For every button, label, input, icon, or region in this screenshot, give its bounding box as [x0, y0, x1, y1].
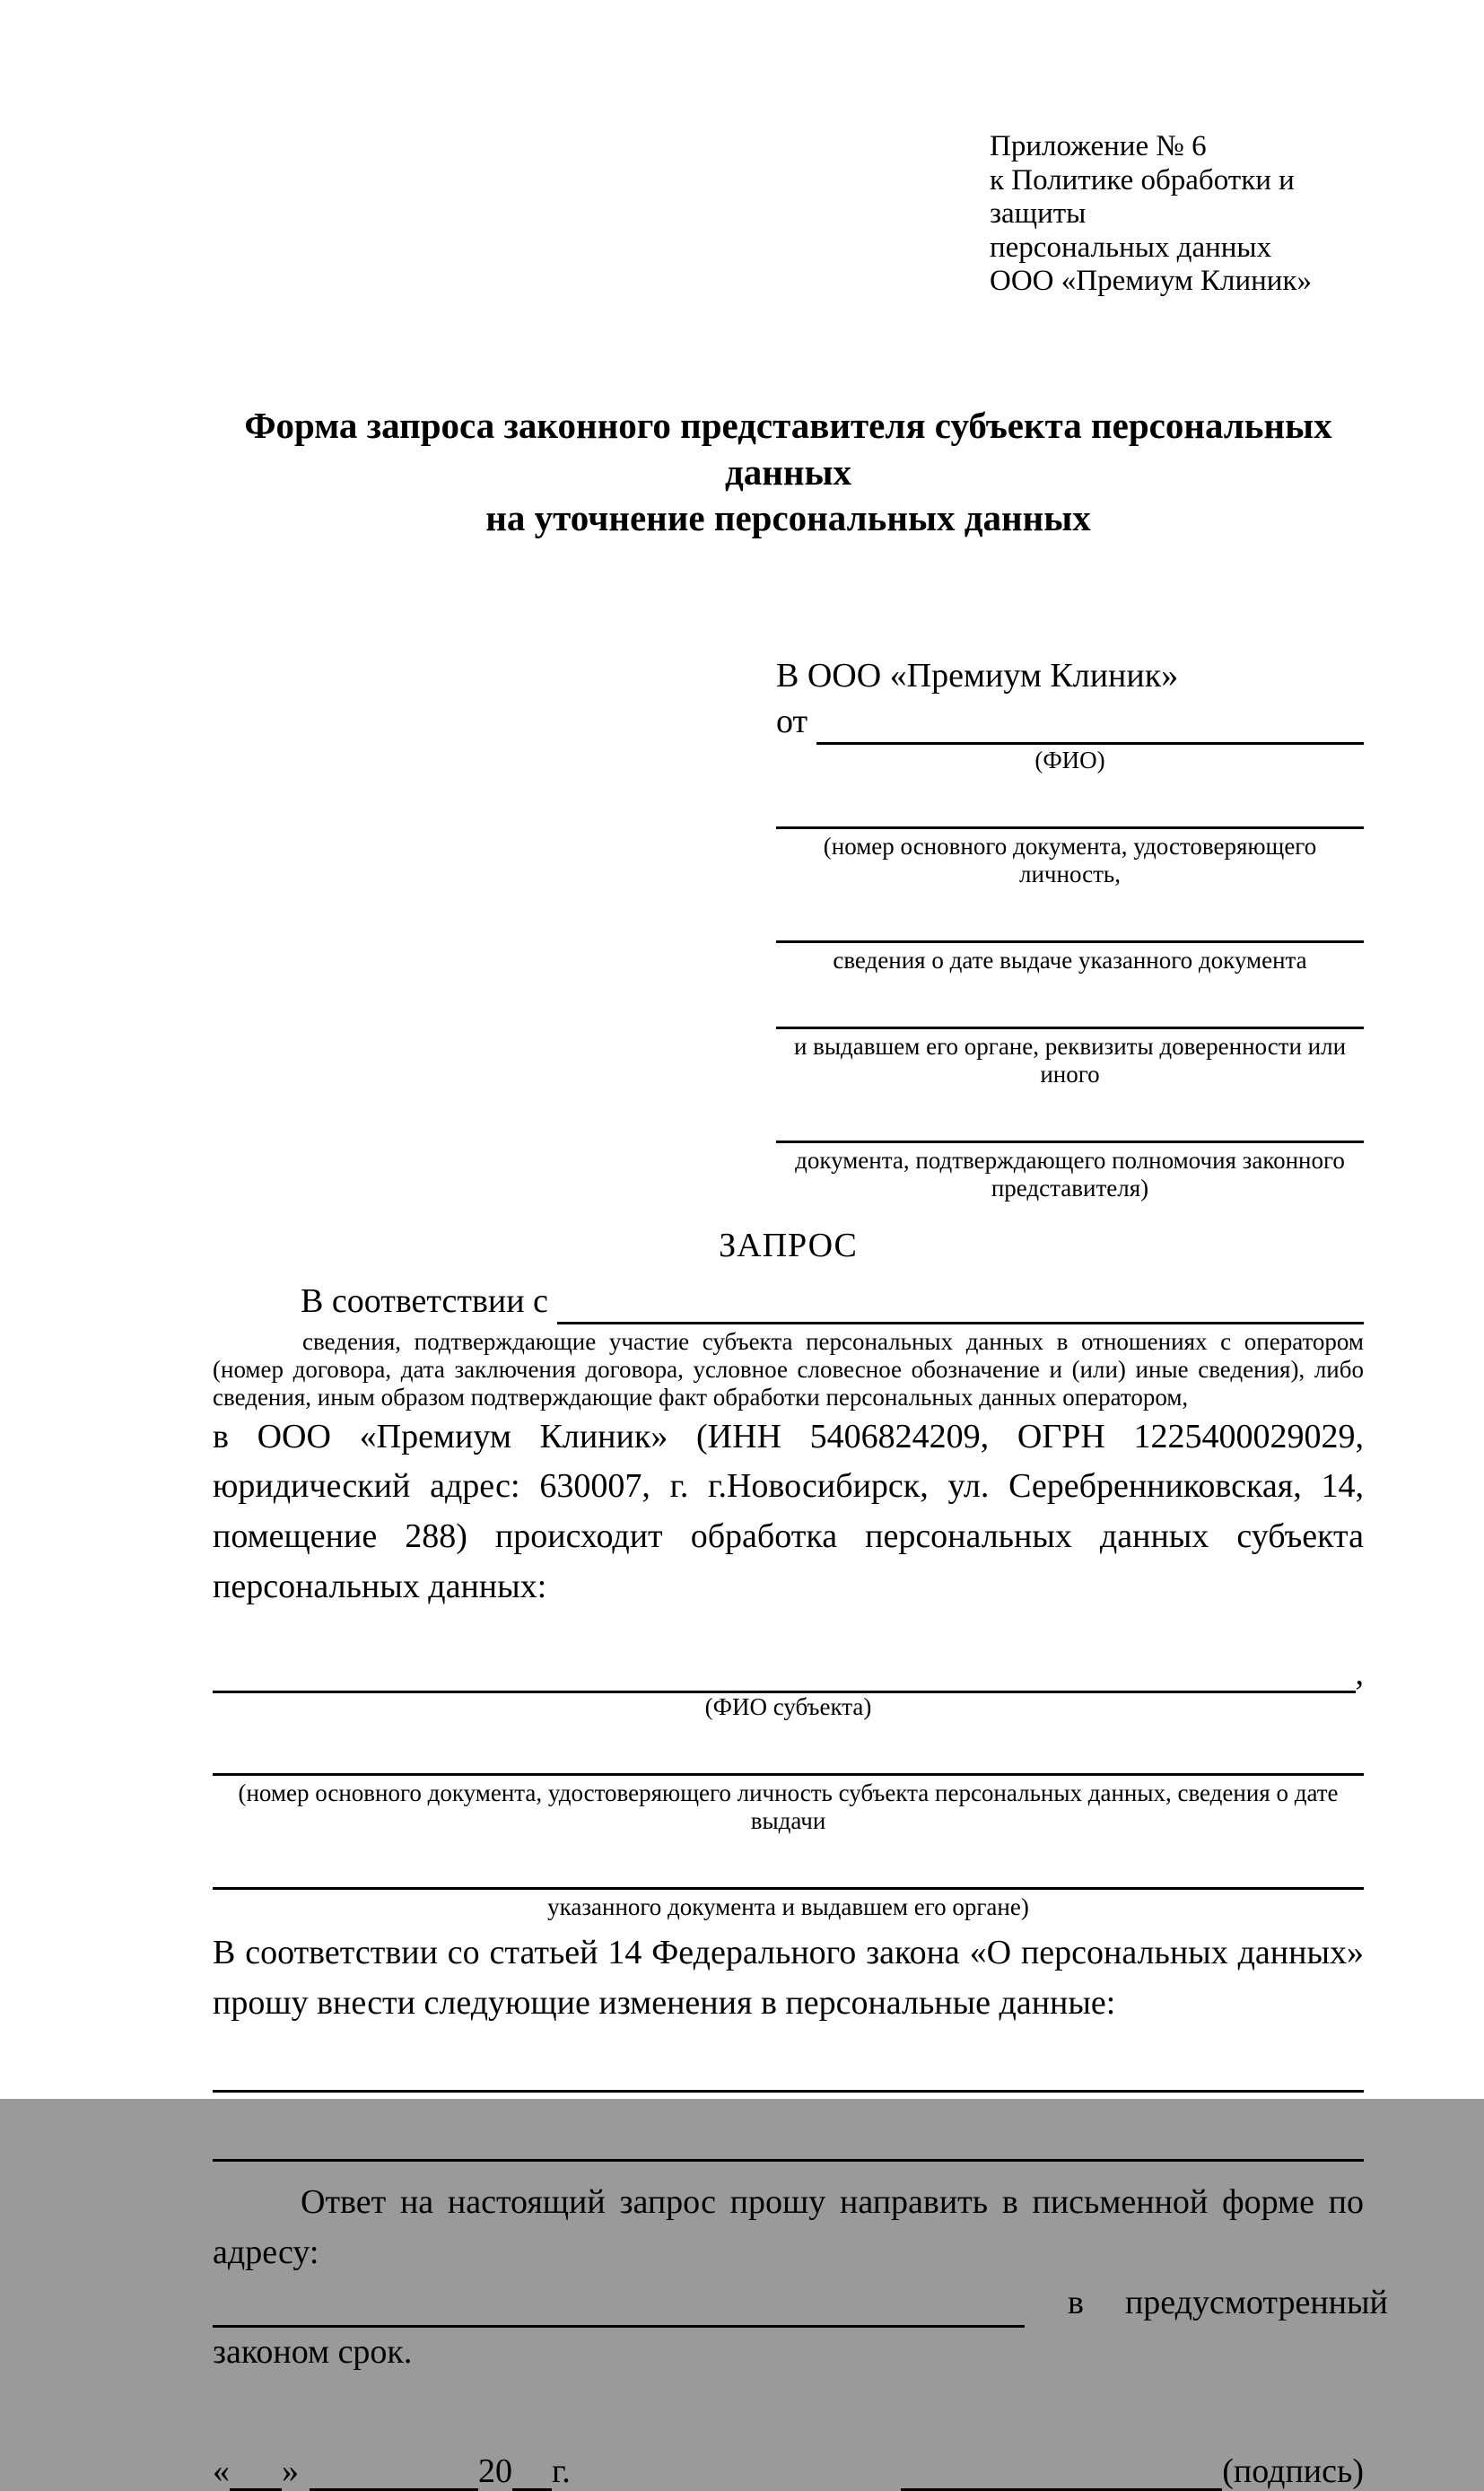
- intro-prefix: В соответствии с: [301, 1282, 548, 1321]
- document-title: [213, 403, 1364, 542]
- representative-doc-caption: сведения о дате выдаче указанного документа: [833, 946, 1307, 974]
- relation-evidence-footnote: сведения, подтверждающие участие субъекта персональных данных в отношениях с оператором (номер договора, дата заключения договора, условное словесное обозначение и (или) иные сведения), либо сведения, иным образом подтверждающие факт обработки персональных данных оператором,: [213, 1327, 1364, 1412]
- operator-paragraph: в ООО «Премиум Клиник» (ИНН 5406824209, ОГРН 1225400029029, юридический адрес: 630007, г. г.Новосибирск, ул. Серебренниковская, 14, помещение 288) происходит обработка персональных данных субъекта персональных данных:: [213, 1417, 1364, 1606]
- reply-word: предусмотренный: [1124, 2283, 1388, 2321]
- reply-paragraph-line1: Ответ на настоящий запрос прошу направить в письменной форме по адресу:: [213, 2182, 1364, 2271]
- year-field[interactable]: [512, 2452, 552, 2491]
- representative-fio-field[interactable]: [816, 706, 1364, 745]
- year-prefix: 20: [478, 2452, 512, 2491]
- reply-address-field[interactable]: [213, 2290, 1025, 2329]
- representative-doc-number-field[interactable]: [776, 816, 1364, 829]
- sign-part: [901, 2452, 1364, 2491]
- signature-row: [213, 2452, 1364, 2491]
- changes-field-line2[interactable]: [213, 2146, 1364, 2162]
- representative-doc-field-group: [776, 1130, 1364, 1202]
- year-suffix: г.: [552, 2452, 571, 2491]
- addressee-to: В ООО «Премиум Клиник»: [776, 657, 1179, 695]
- from-line: [776, 699, 1364, 745]
- representative-doc-issuer-field[interactable]: [776, 1016, 1364, 1029]
- month-field[interactable]: [310, 2452, 478, 2491]
- appendix-note: [990, 130, 1364, 299]
- trailing-comma: ,: [1355, 1654, 1364, 1692]
- reply-paragraph-line2: [213, 2278, 1388, 2329]
- representative-doc-field-group: [776, 1016, 1364, 1088]
- law-paragraph: В соответствии со статьей 14 Федерального закона «О персональных данных» прошу внести следующие изменения в персональные данные:: [213, 1934, 1364, 2023]
- reply-word: в: [1068, 2283, 1084, 2321]
- subject-doc-caption1: (номер основного документа, удостоверяющего личность субъекта персональных данных, сведения о дате выдачи: [238, 1779, 1339, 1835]
- representative-authority-doc-field[interactable]: [776, 1130, 1364, 1143]
- subject-doc-caption2: указанного документа и выдавшем его органе): [547, 1893, 1029, 1921]
- request-heading: ЗАПРОС: [719, 1227, 858, 1265]
- document-content: [213, 130, 1388, 2491]
- subject-fio-field[interactable]: [213, 1655, 1356, 1693]
- representative-doc-date-field[interactable]: [776, 930, 1364, 943]
- addressee-block: [776, 653, 1364, 1202]
- appendix-note-line: персональных данных: [990, 231, 1272, 264]
- representative-doc-caption: и выдавшем его органе, реквизиты доверенности или иного: [793, 1033, 1347, 1088]
- quote-open: «: [213, 2452, 230, 2491]
- appendix-note-line: ООО «Премиум Клиник»: [990, 265, 1312, 298]
- signature-caption: (подпись): [1222, 2452, 1364, 2491]
- document-title-line1: Форма запроса законного представителя субъекта персональных данных: [244, 405, 1332, 493]
- document-title-line2: на уточнение персональных данных: [485, 497, 1091, 539]
- subject-fio-line: [213, 1654, 1364, 1693]
- representative-doc-field-group: [776, 816, 1364, 888]
- changes-field-line1[interactable]: [213, 2077, 1364, 2093]
- fio-caption: (ФИО): [1034, 746, 1105, 774]
- subject-fio-caption: (ФИО субъекта): [704, 1692, 872, 1720]
- from-label: от: [776, 702, 808, 740]
- representative-doc-field-group: [776, 930, 1364, 975]
- signature-field[interactable]: [901, 2452, 1222, 2491]
- day-field[interactable]: [230, 2452, 282, 2491]
- reply-paragraph-tail: законом срок.: [213, 2333, 413, 2372]
- intro-line: [213, 1280, 1364, 1324]
- subject-doc-issuer-field[interactable]: [213, 1875, 1364, 1890]
- date-part: [213, 2452, 571, 2491]
- quote-close: »: [282, 2452, 299, 2491]
- appendix-note-line: к Политике обработки и защиты: [990, 163, 1295, 231]
- subject-doc-number-field[interactable]: [213, 1761, 1364, 1776]
- representative-doc-caption: документа, подтверждающего полномочия законного представителя): [795, 1147, 1345, 1202]
- relation-evidence-field[interactable]: [557, 1286, 1364, 1324]
- appendix-note-line: Приложение № 6: [990, 130, 1207, 162]
- representative-doc-caption: (номер основного документа, удостоверяющего личность,: [823, 832, 1317, 887]
